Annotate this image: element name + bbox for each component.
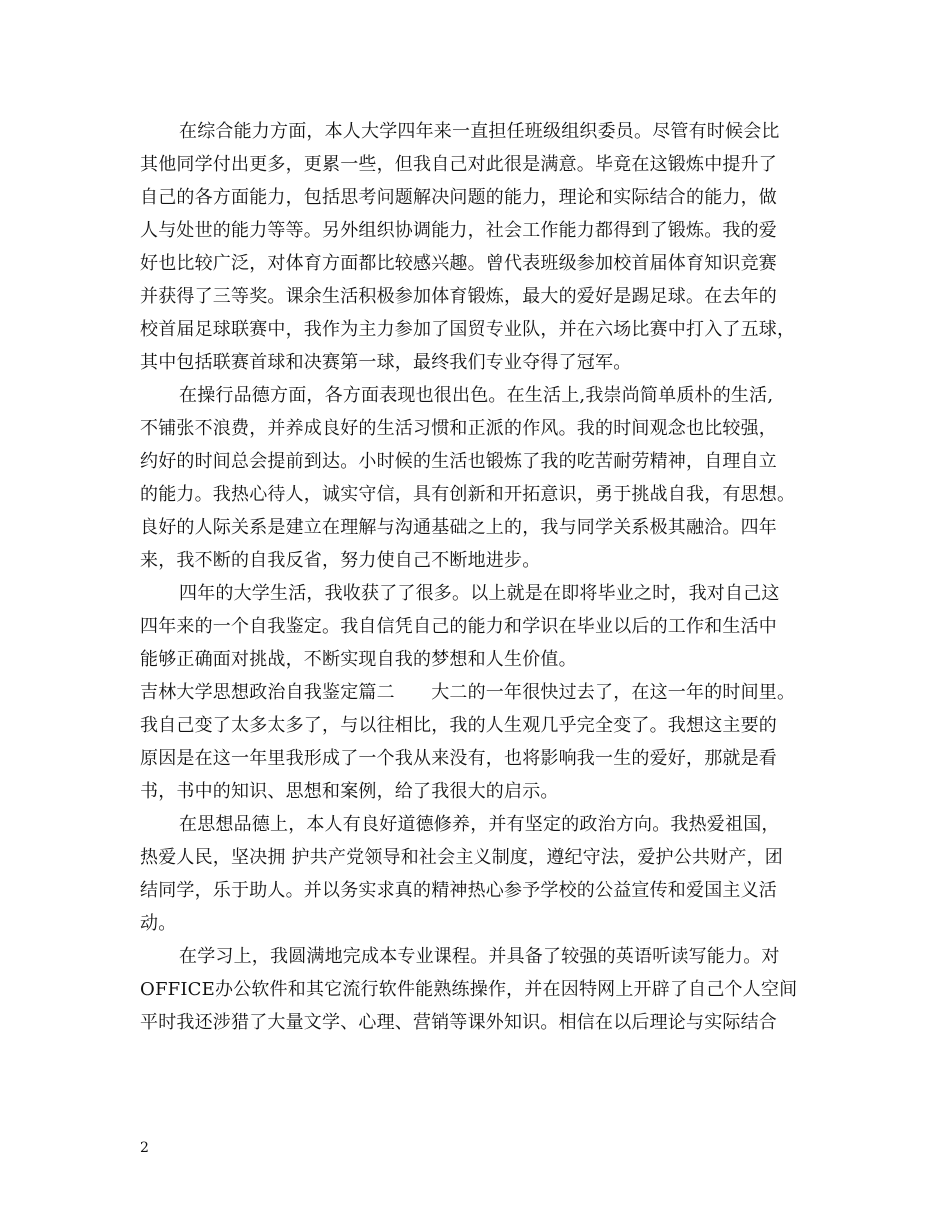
paragraph-line: 好也比较广泛，对体育方面都比较感兴趣。曾代表班级参加校首届体育知识竞赛: [140, 253, 777, 274]
paragraph-line: 良好的人际关系是建立在理解与沟通基础之上的，我与同学关系极其融洽。四年: [140, 517, 777, 538]
paragraph-line: 动。: [140, 913, 177, 934]
paragraph-line: 人与处世的能力等等。另外组织协调能力，社会工作能力都得到了锻炼。我的爱: [140, 220, 777, 241]
paragraph-line: 的能力。我热心待人，诚实守信，具有创新和开拓意识，勇于挑战自我，有思想。: [140, 484, 796, 505]
paragraph-line: 在学习上，我圆满地完成本专业课程。并具备了较强的英语听读写能力。对: [179, 946, 780, 967]
paragraph-line: 校首届足球联赛中，我作为主力参加了国贸专业队，并在六场比赛中打入了五球，: [140, 319, 796, 340]
paragraph-line: 约好的时间总会提前到达。小时候的生活也锻炼了我的吃苦耐劳精神，自理自立: [140, 451, 777, 472]
section-heading-line: 吉林大学思想政治自我鉴定篇二 大二的一年很快过去了，在这一年的时间里。: [140, 682, 796, 703]
paragraph-line: 原因是在这一年里我形成了一个我从来没有，也将影响我一生的爱好，那就是看: [140, 748, 777, 769]
paragraph-line: 四年来的一个自我鉴定。我自信凭自己的能力和学识在毕业以后的工作和生活中: [140, 616, 777, 637]
paragraph-line: 在操行品德方面，各方面表现也很出色。在生活上,我崇尚简单质朴的生活,: [179, 385, 774, 406]
paragraph-line: 在思想品德上，本人有良好道德修养，并有坚定的政治方向。我热爱祖国，: [179, 814, 780, 835]
paragraph-line: 自己的各方面能力，包括思考问题解决问题的能力，理论和实际结合的能力，做: [140, 187, 777, 208]
paragraph-line: 并获得了三等奖。课余生活积极参加体育锻炼，最大的爱好是踢足球。在去年的: [140, 286, 777, 307]
paragraph-line: 来，我不断的自我反省，努力使自己不断地进步。: [140, 550, 541, 571]
paragraph-line: 热爱人民，坚决拥 护共产党领导和社会主义制度，遵纪守法，爱护公共财产，团: [140, 847, 783, 868]
paragraph-line: 在综合能力方面，本人大学四年来一直担任班级组织委员。尽管有时候会比: [179, 121, 780, 142]
paragraph-line: 四年的大学生活，我收获了了很多。以上就是在即将毕业之时，我对自己这: [179, 583, 780, 604]
paragraph-line: 结同学，乐于助人。并以务实求真的精神热心参予学校的公益宣传和爱国主义活: [140, 880, 777, 901]
paragraph-line: 其中包括联赛首球和决赛第一球，最终我们专业夺得了冠军。: [140, 352, 632, 373]
page-number: 2: [140, 1140, 149, 1156]
paragraph-line: OFFICE办公软件和其它流行软件能熟练操作，并在因特网上开辟了自己个人空间: [140, 979, 798, 1000]
paragraph-line: 平时我还涉猎了大量文学、心理、营销等课外知识。相信在以后理论与实际结合: [140, 1012, 777, 1033]
paragraph-line: 其他同学付出更多，更累一些，但我自己对此很是满意。毕竟在这锻炼中提升了: [140, 154, 777, 175]
paragraph-line: 能够正确面对挑战，不断实现自我的梦想和人生价值。: [140, 649, 577, 670]
paragraph-line: 不铺张不浪费，并养成良好的生活习惯和正派的作风。我的时间观念也比较强，: [140, 418, 777, 439]
paragraph-line: 书，书中的知识、思想和案例，给了我很大的启示。: [140, 781, 559, 802]
paragraph-line: 我自己变了太多太多了，与以往相比，我的人生观几乎完全变了。我想这主要的: [140, 715, 777, 736]
